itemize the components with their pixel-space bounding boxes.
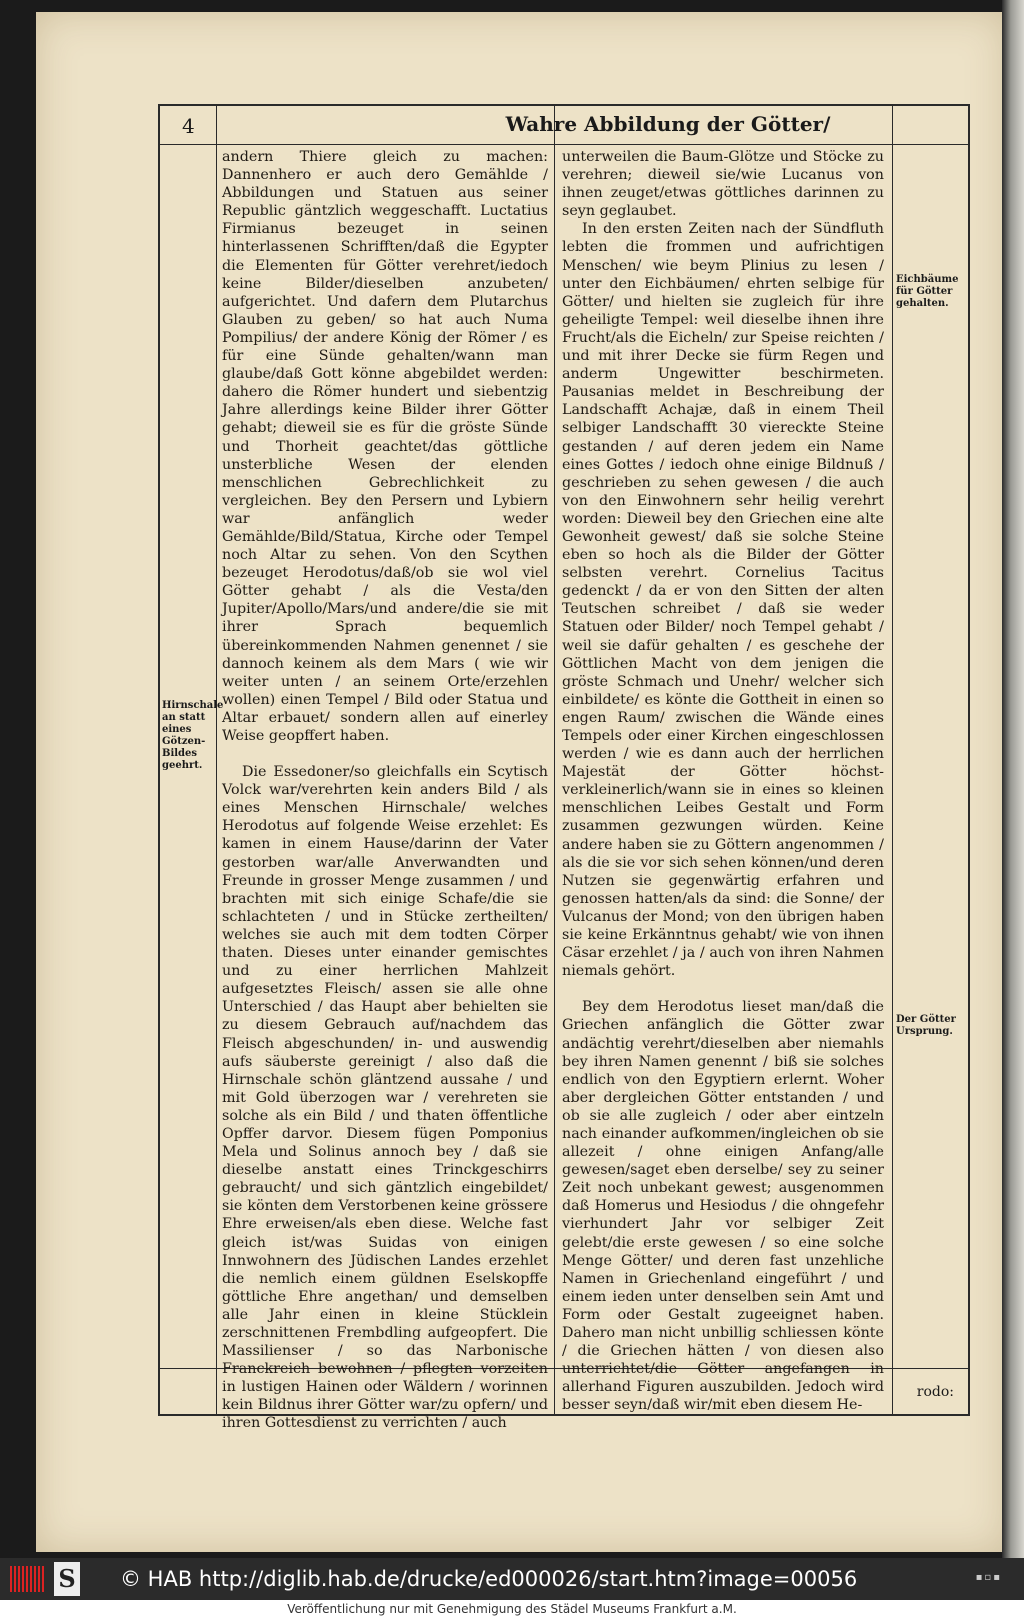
book-spine-edge — [1002, 0, 1024, 1558]
header-rule — [160, 144, 968, 145]
footer — [0, 1558, 1024, 1619]
permission-notice: Veröffentlichung nur mit Genehmigung des Städel Museums Frankfurt a.M. — [287, 1602, 737, 1616]
column-divider — [554, 106, 555, 1414]
library-logo-icon — [10, 1566, 44, 1592]
running-title: Wahre Abbildung der Götter/ — [505, 112, 831, 136]
margin-note-right-top: Eichbäume für Götter gehalten. — [896, 274, 959, 309]
book-page — [36, 12, 1006, 1552]
left-text-column — [222, 148, 548, 1433]
margin-note-right-bottom: Der Götter Ursprung. — [896, 1014, 956, 1037]
copyright-bar — [0, 1558, 1024, 1600]
right-paragraph-2: In den ersten Zeiten nach der Sündfluth lebten die frommen und aufrichtigen Menschen/ wie beym Plinius zu lesen / unter den Eichbäumen/ ehrten selbige für Götter/ und hielten sie zugleich für ihre geheiligte Tempel: weil dieselbe ihnen ihre Frucht/als die Eicheln/ zur Speise reichten / und mit ihrer Decke sie fürm Regen und anderm Ungewitter beschirmeten. Pausanias meldet in Beschreibung der Landschafft Achajæ, daß in einem Theil selbiger Landschafft 30 viereckte Steine gestanden / auf deren jedem ein Name eines Gottes / iedoch ohne einige Bildnuß / geschrieben zu sehen gewesen / die auch von den Einwohnern sehr heilig verehrt worden: Dieweil bey den Griechen eine alte Gewonheit gewest/ daß sie solche Steine eben so hoch als die Bilder der Götter selbsten verehrt. Cornelius Tacitus gedenckt / da er von den Sitten der alten Teutschen schreibet / daß sie weder Statuen oder Bilder/ noch Tempel gehabt / weil sie dafür gehalten / es geschehe der Göttlichen Macht von dem jenigen die gröste Schmach und Unehr/ welcher sich einbildete/ es könte die Gottheit in einen so engen Raum/ zwischen die Wände eines Tempels oder einer Kirchen eingeschlossen werden / wie es dann auch der herrlichen Majestät der Götter höchst-verkleinerlich/wann sie in eines so kleinen menschlichen Leibes Gestalt und Form zusammen gezwungen würden. Keine andere haben sie zu Göttern angenommen / als die sie vor sich sehen können/und deren Nutzen sie gegenwärtig erfahren und genossen hatten/als da sind: die Sonne/ der Vulcanus der Mond; von den übrigen haben sie keine Erkänntnus gehabt/ wie von ihnen Cäsar erzehlet / ja / auch von ihren Nahmen niemals gehört. — [562, 221, 884, 980]
page-marker: ▪▫▪ — [975, 1572, 1002, 1583]
left-paragraph-2: Die Essedoner/so gleichfalls ein Scytisch Volck war/verehrten kein anders Bild / als eines Menschen Hirnschale/ welches Herodotus auf folgende Weise erzehlet: Es kamen in einem Hause/darinn der Vater gestorben war/alle Anverwandten und Freunde in grosser Menge zusammen / und brachten mit sich einige Schafe/die sie schlachteten / und in Stücke zertheilten/ welches sie auch mit dem todten Cörper thaten. Dieses unter einander gemischtes und zu einer herrlichen Mahlzeit aufgesetztes Fleisch/ assen sie alle ohne Unterschied / das Haupt aber behielten sie zu diesem Gebrauch auf/nachdem das Fleisch abgeschunden/ in- und auswendig aufs säuberste gereinigt / also daß die Hirnschale schön gläntzend aussahe / und mit Gold überzogen war / verehreten sie solche als ein Bild / und thaten öffentliche Opffer darvor. Diesem fügen Pomponius Mela und Solinus annoch bey / daß sie dieselbe anstatt eines Trinckgeschirrs gebraucht/ und sich gäntzlich eingebildet/ sie könten dem Verstorbenen keine grössere Ehre erweisen/als eben diese. Welche fast gleich ist/was Suidas von einigen Innwohnern des Jüdischen Landes erzehlet die nemlich einem güldnen Eselskopffe göttliche Ehre angethan/ und demselben alle Jahr einen in kleine Stücklein zerschnittenen Frembdling aufgeopfert. Die Massilienser / so das Narbonische Franckreich bewohnen / pflegten vorzeiten in lustigen Hainen oder Wäldern / worinnen kein Bildnus ihrer Götter war/zu opfern/ und ihren Gottesdienst zu verrichten / auch — [222, 764, 548, 1432]
left-paragraph-1: andern Thiere gleich zu machen: Dannenhero er auch dero Gemählde / Abbildungen und Statuen aus seiner Republic gäntzlich weggeschafft. Luctatius Firmianus bezeuget in seinen hinterlassenen Schrifften/daß die Egypter die Elementen für Götter verehret/iedoch keine Bilder/dieselben anzubeten/ aufgerichtet. Und dafern dem Plutarchus Glauben zu geben/ so hat auch Numa Pompilius/ der andere König der Römer / es für eine Sünde gehalten/wann man glaube/daß Gott könne abgebildet werden: dahero die Römer hundert und siebentzig Jahre allerdings keine Bilder ihrer Götter gehabt; dieweil sie es für die gröste Sünde und Thorheit geachtet/das göttliche unsterbliche Wesen der elenden menschlichen Gebrechlichkeit zu vergleichen. Bey den Persern und Lybiern war anfänglich weder Gemählde/Bild/Statua, Kirche oder Tempel noch Altar zu sehen. Von den Scythen bezeuget Herodotus/daß/ob sie wol viel Götter gehabt / als die Vesta/den Jupiter/Apollo/Mars/und andere/die sie mit ihrer Sprach bequemlich übereinkommenden Nahmen genennet / sie dannoch keinem als dem Mars ( wie wir weiter unten / an seinem Orte/erzehlen wollen) einen Tempel / Bild oder Statua und Altar erbauet/ sondern allen auf einerley Weise geopffert haben. — [222, 149, 548, 744]
margin-note-left: Hirnschale an statt eines Götzen-Bildes geehrt. — [162, 700, 224, 771]
catchword: rodo: — [916, 1384, 954, 1400]
right-text-column — [562, 148, 884, 1414]
staedel-logo-icon: S — [54, 1562, 80, 1596]
right-paragraph-3: Bey dem Herodotus lieset man/daß die Griechen anfänglich die Götter zwar andächtig verehrt/dieselben aber niemahls bey ihren Namen genennt / biß sie solches endlich von den Egyptiern erlernt. Woher aber dergleichen Götter entstanden / und ob sie alle zugleich / oder aber eintzeln nach einander aufkommen/ingleichen ob sie allezeit / ohne einigen Anfang/alle gewesen/saget eben derselbe/ sey zu seiner Zeit noch unbekant gewest; ausgenommen daß Homerus und Hesiodus / die ohngefehr vierhundert Jahr vor selbiger Zeit gelebt/die erste gewesen / so eine solche Menge Götter/ und deren fast unzehliche Namen in Griechenland eingeführt / und einem ieden unter denselben sein Amt und Form oder Gestalt zugeeignet haben. Dahero man nicht unbillig schliessen könte / die Griechen hätten / von diesen also unterrichtet/die Götter angefangen in allerhand Figuren auszubilden. Jedoch wird besser seyn/daß wir/mit eben diesem He- — [562, 999, 884, 1414]
left-margin-rule — [216, 106, 217, 1414]
page-number: 4 — [182, 114, 195, 138]
right-margin-rule — [892, 106, 893, 1414]
copyright-text: © HAB http://diglib.hab.de/drucke/ed000026/start.htm?image=00056 — [120, 1567, 858, 1591]
page-frame — [158, 104, 970, 1432]
right-paragraph-1: unterweilen die Baum-Glötze und Stöcke zu verehren; dieweil sie/wie Lucanus von ihnen zeuget/etwas göttliches darinnen zu seyn geglaubet. — [562, 149, 884, 220]
